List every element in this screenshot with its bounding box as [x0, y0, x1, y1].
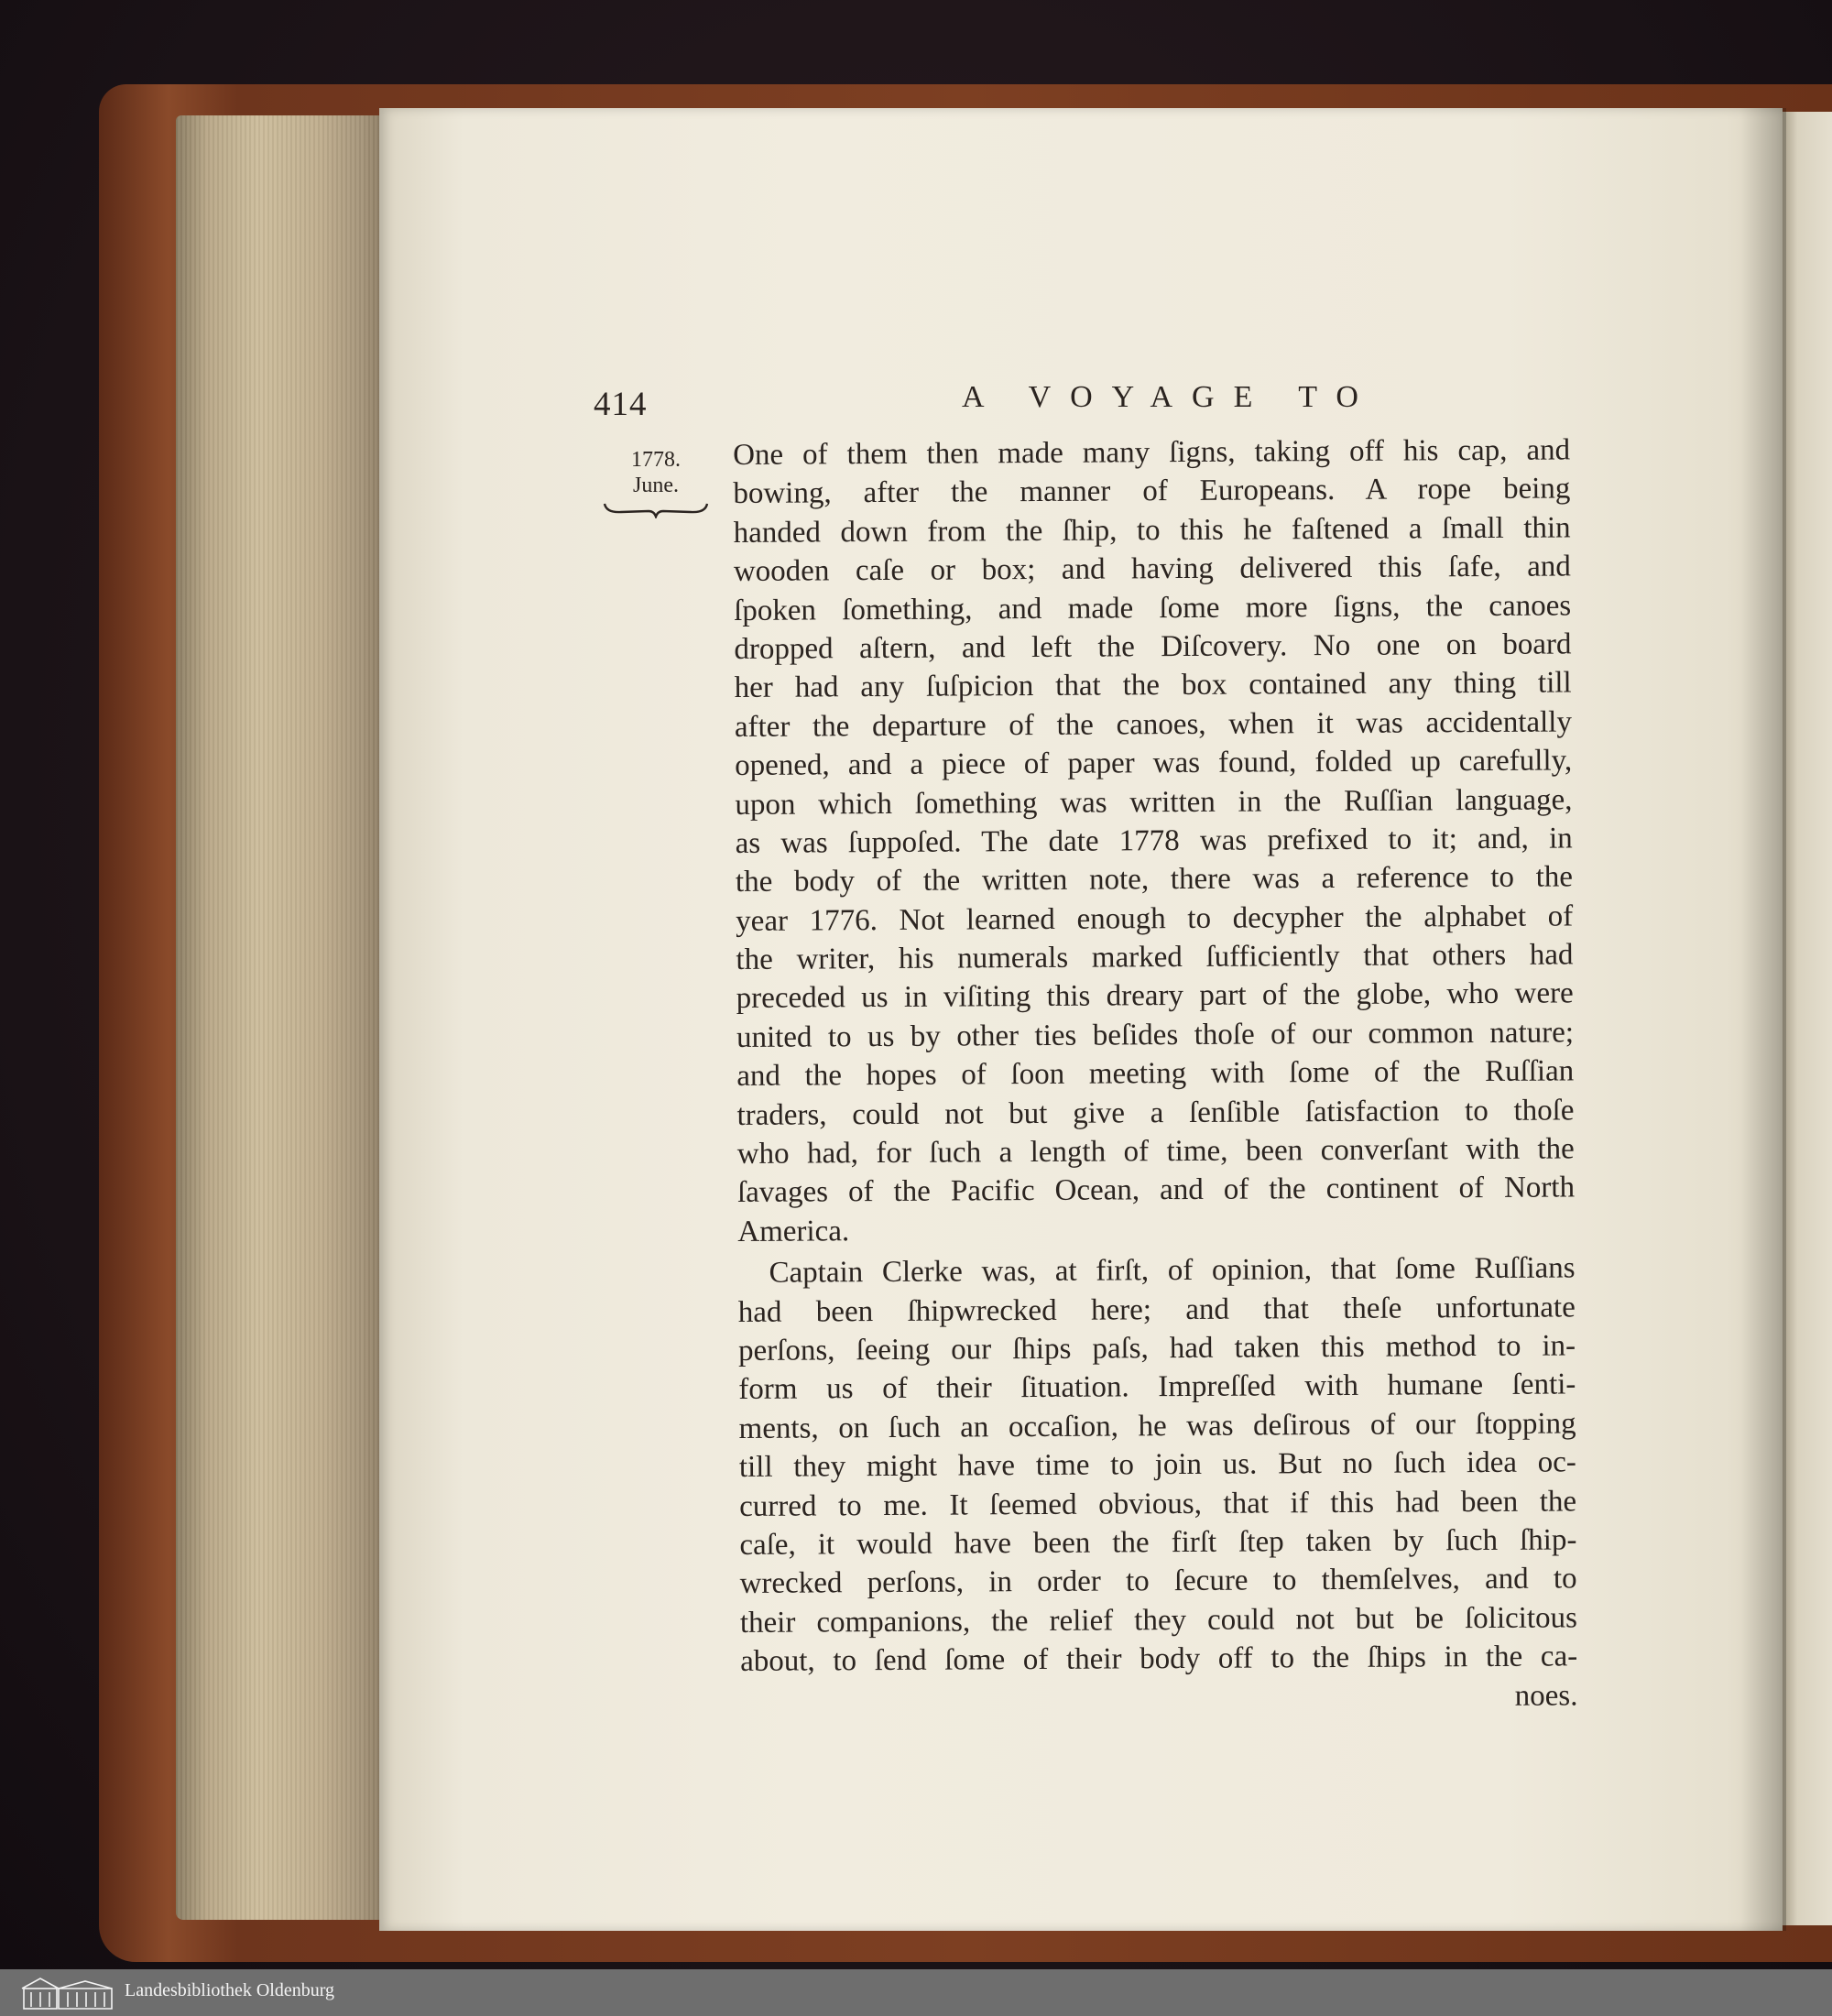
text-line: ments, on ſuch an occaſion, he was deſirous of our ſtopping [738, 1407, 1576, 1445]
text-line: ſavages of the Pacific Ocean, and of the continent of North [736, 1171, 1576, 1210]
catchword: noes. [1514, 1678, 1578, 1713]
footer-bar [0, 1969, 1832, 2016]
text-line: Captain Clerke was, at firſt, of opinion, that ſome Ruſſians [769, 1251, 1576, 1290]
text-line: wrecked perſons, in order to ſecure to themſelves, and to [739, 1562, 1577, 1601]
page-number: 414 [594, 386, 648, 423]
text-line: caſe, it would have been the firſt ſtep taken by ſuch ſhip- [739, 1523, 1577, 1562]
text-line: and the hopes of ſoon meeting with ſome of the Ruſſian [736, 1054, 1575, 1094]
text-line: the body of the written note, there was a reference to the [735, 860, 1574, 899]
text-line: curred to me. It ſeemed obvious, that if this had been the [739, 1484, 1577, 1523]
text-line: form us of their ſituation. Impreſſed with humane ſenti- [738, 1368, 1576, 1407]
text-line: ſpoken ſomething, and made ſome more ſigns, the canoes [734, 588, 1572, 627]
text-line: the writer, his numerals marked ſufficiently that others had [736, 938, 1574, 977]
text-line: united to us by other ties beſides thoſe of our common nature; [736, 1016, 1575, 1054]
text-line: handed down from the ſhip, to this he faſtened a ſmall thin [733, 511, 1571, 550]
text-line: upon which ſomething was written in the Ruſſian language, [735, 782, 1573, 822]
text-line: her had any ſuſpicion that the box contained any thing till [734, 666, 1572, 705]
text-line: after the departure of the canoes, when it was accidentally [734, 705, 1573, 744]
text-line: who had, for ſuch a length of time, been converſant with the [736, 1132, 1575, 1171]
text-line: year 1776. Not learned enough to decypher the alphabet of [736, 899, 1574, 938]
margin-brace-icon [603, 502, 709, 518]
text-line: perſons, ſeeing our ſhips paſs, had taken this method to in- [737, 1329, 1576, 1368]
running-head: A VOYAGE TO [962, 380, 1378, 414]
text-line: their companions, the relief they could not but be ſolicitous [739, 1601, 1578, 1640]
margin-note-month: June. [633, 474, 679, 497]
text-line: One of them then made many ſigns, taking off his cap, and [733, 433, 1571, 472]
gutter-shadow [1740, 108, 1786, 1931]
library-name: Landesbibliothek Oldenburg [125, 1980, 335, 2000]
text-line: opened, and a piece of paper was found, folded up carefully, [735, 744, 1573, 783]
text-line: America. [737, 1215, 850, 1248]
text-line: till they might have time to join us. But no ſuch idea oc- [738, 1445, 1576, 1485]
text-line: bowing, after the manner of Europeans. A rope being [733, 472, 1571, 511]
body-text [733, 430, 1578, 1719]
page-edges [176, 115, 383, 1920]
text-line: about, to ſend ſome of their body off to the ſhips in the ca- [740, 1640, 1578, 1679]
text-line: as was ſuppoſed. The date 1778 was prefixed to it; and, in [735, 822, 1573, 860]
text-line: wooden caſe or box; and having delivered this ſafe, and [733, 550, 1571, 589]
text-line: traders, could not but give a ſenſible ſatisfaction to thoſe [736, 1094, 1575, 1132]
text-line: had been ſhipwrecked here; and that theſe unfortunate [737, 1290, 1576, 1329]
text-line: preceded us in viſiting this dreary part of the globe, who were [736, 976, 1574, 1016]
margin-note-year: 1778. [631, 448, 681, 472]
facing-page-edge [1783, 112, 1832, 1925]
library-building-icon [20, 1976, 114, 2011]
margin-note [601, 447, 711, 518]
text-line: dropped aſtern, and left the Diſcovery. No one on board [734, 627, 1572, 666]
